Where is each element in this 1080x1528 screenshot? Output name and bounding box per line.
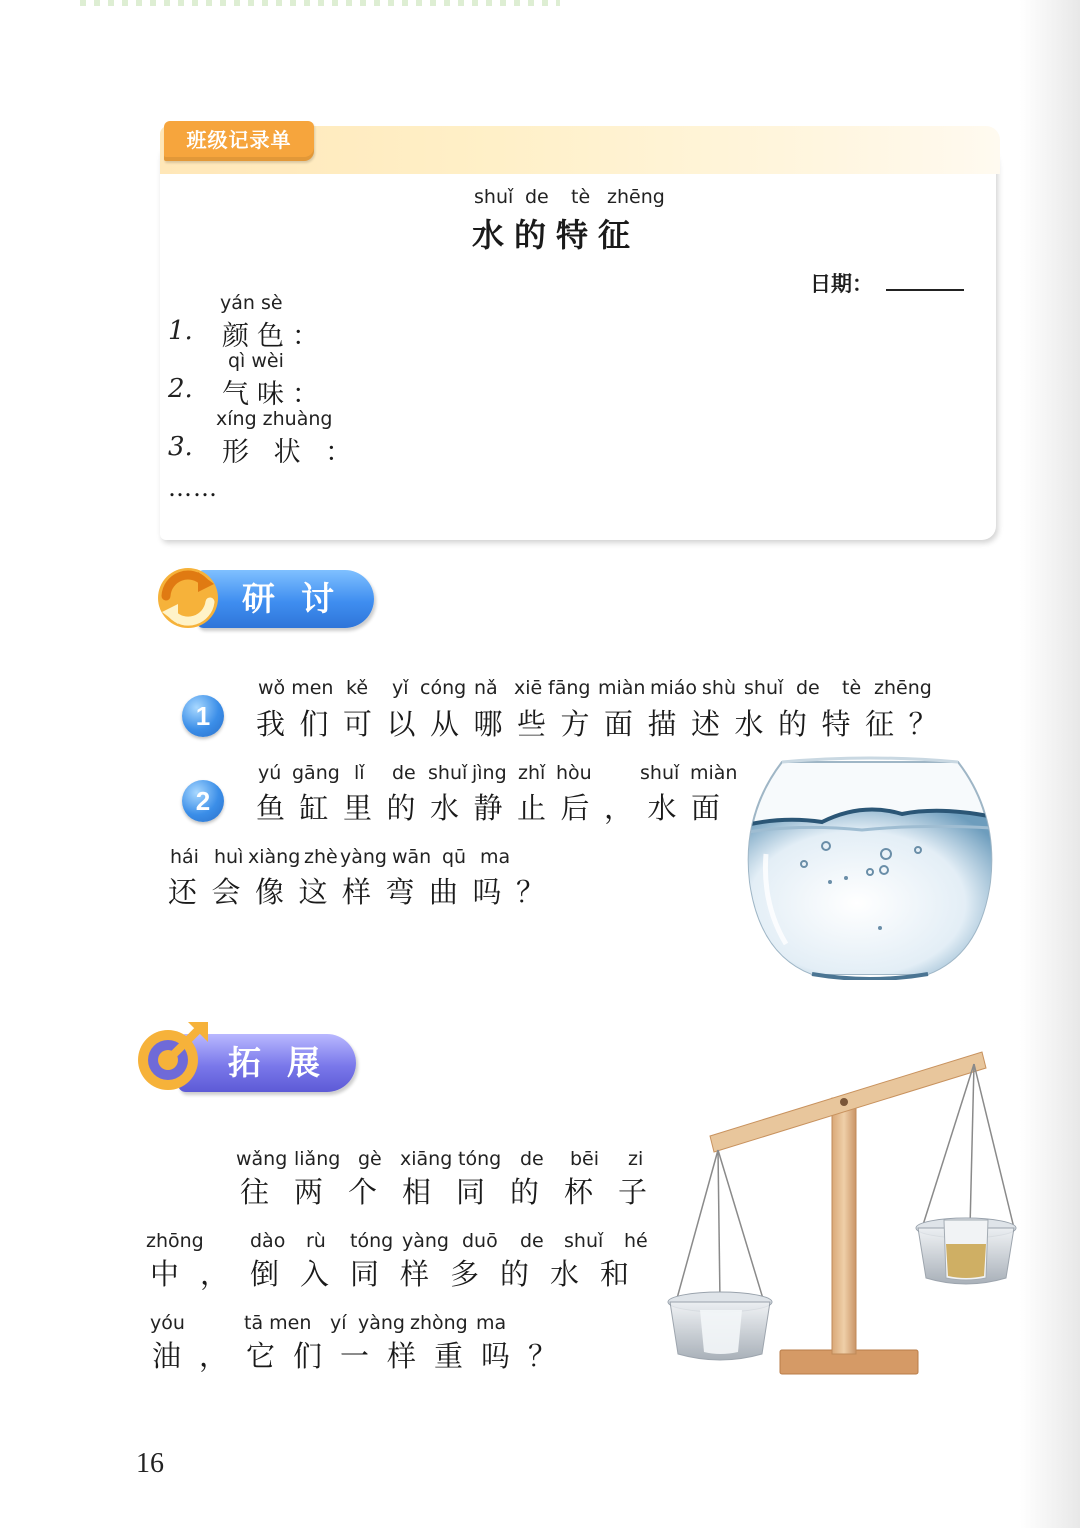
- extension-line-1-pinyin: wǎng liǎng gè xiāng tóng de bēi zi: [236, 1148, 644, 1170]
- question-1-badge: 1: [182, 695, 224, 737]
- item-3-label: 形 状 ：: [222, 437, 361, 468]
- question-2-line-1-pinyin: yú gāng lǐ de shuǐ jìng zhǐ hòu shuǐ miàn: [258, 762, 738, 784]
- record-card-tab: 班级记录单: [164, 121, 314, 161]
- item-1-number: 1.: [168, 316, 193, 346]
- list-ellipsis: ……: [168, 474, 218, 502]
- extension-icon: [132, 1018, 212, 1096]
- extension-line-2: 中，倒入同样多的水和: [150, 1257, 651, 1291]
- extension-line-1: 往两个相同的杯子: [240, 1175, 673, 1209]
- item-2-pinyin: qì wèi: [228, 350, 284, 372]
- extension-line-2-pinyin: zhōng dào rù tóng yàng duō de shuǐ hé: [146, 1230, 648, 1252]
- balance-scale-image: [660, 1040, 1030, 1396]
- date-blank[interactable]: [886, 289, 964, 291]
- extension-title: 拓展: [228, 1043, 346, 1082]
- discussion-icon: [152, 562, 224, 634]
- top-decoration: [80, 0, 560, 6]
- fishbowl-image: [742, 754, 998, 980]
- item-2-label: 气味：: [222, 379, 327, 410]
- discussion-title: 研讨: [242, 579, 360, 618]
- item-1-pinyin: yán sè: [220, 292, 283, 314]
- question-2-line-1: 鱼缸里的水静止后，水面: [256, 791, 735, 825]
- question-2-badge: 2: [182, 780, 224, 822]
- item-2-number: 2.: [168, 374, 193, 404]
- item-3-number: 3.: [168, 432, 193, 462]
- question-2-line-2: 还会像这样弯曲吗？: [168, 875, 560, 909]
- extension-line-3-pinyin: yóu tā men yí yàng zhòng ma: [150, 1312, 507, 1334]
- date-label: 日期：: [810, 273, 873, 296]
- page-number: 16: [136, 1448, 164, 1479]
- extension-line-3: 油，它们一样重吗？: [152, 1339, 576, 1373]
- record-title: 水的特征: [472, 216, 641, 254]
- question-1-pinyin: wǒ men kě yǐ cóng nǎ xiē fāng miàn miáo shù shuǐ de tè zhēng: [258, 677, 932, 699]
- question-1-text: 我们可以从哪些方面描述水的特征？: [256, 707, 953, 741]
- item-1-label: 颜色：: [222, 321, 327, 352]
- question-2-line-2-pinyin: hái huì xiàng zhè yàng wān qū ma: [170, 846, 511, 868]
- item-3-pinyin: xíng zhuàng: [216, 408, 333, 430]
